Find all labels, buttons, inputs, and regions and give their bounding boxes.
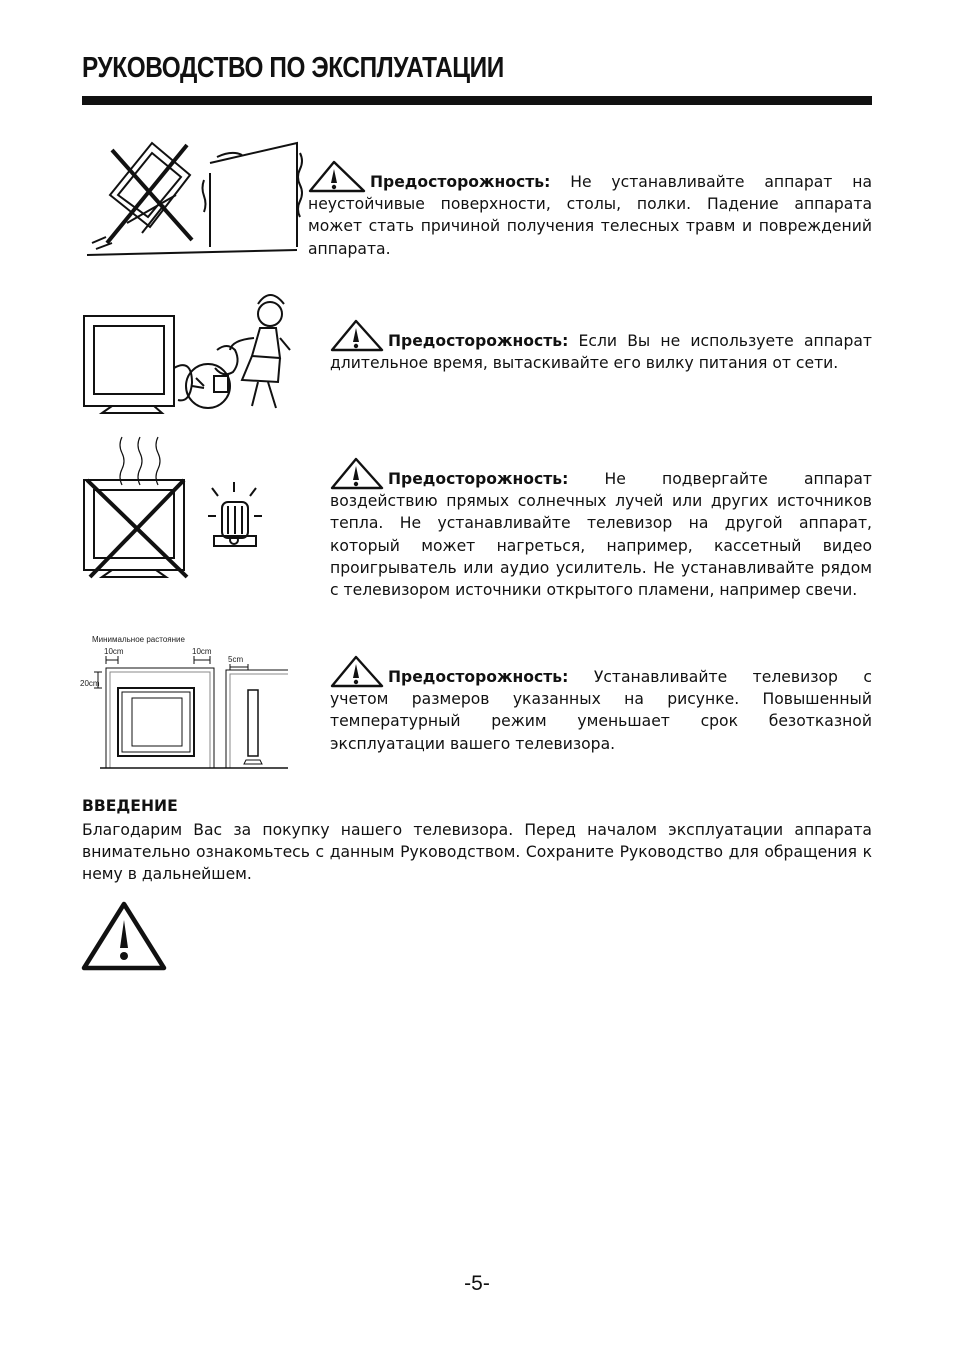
warning-heat <box>330 456 872 601</box>
warning-unplug <box>330 318 872 374</box>
warning-triangle-icon <box>330 654 384 688</box>
warning-label: Предосторожность: <box>388 470 569 488</box>
clearance-rear: 5cm <box>228 655 244 664</box>
page-title: РУКОВОДСТВО ПО ЭКСПЛУАТАЦИИ <box>82 52 504 84</box>
clearance-side-left: 10cm <box>104 647 124 656</box>
warning-body: Устанавливайте телевизор с учетом размеров указанных на рисунке. Повышенный температурный режим уменьшает срок безотказной эксплуатации вашего телевизора. <box>330 668 872 753</box>
clearance-side-right: 10cm <box>192 647 212 656</box>
warning-label: Предосторожность: <box>370 173 551 191</box>
large-warning-icon <box>80 900 168 972</box>
warning-body: Если Вы не используете аппарат длительное время, вытаскивайте его вилку питания от сети. <box>330 332 872 373</box>
unstable-surface-illustration <box>82 135 307 260</box>
page-number: -5- <box>464 1272 490 1295</box>
warning-clearance <box>330 654 872 755</box>
warning-unstable-surface <box>308 159 872 260</box>
introduction-text: Благодарим Вас за покупку нашего телевизора. Перед началом эксплуатации аппарата внимательно ознакомьтесь с данным Руководством. Сохраните Руководство для обращения к нему в дальнейшем. <box>82 821 872 884</box>
warning-body: Не подвергайте аппарат воздействию прямых солнечных лучей или других источников тепла. Не устанавливайте телевизор на другой аппарат, который может нагреться, например, кассетный видео проигрыватель или аудио усилитель. Не устанавливайте рядом с телевизором источники открытого пламени, например свечи. <box>330 470 872 600</box>
title-rule <box>82 96 872 105</box>
clearance-diagram <box>80 630 290 772</box>
warning-label: Предосторожность: <box>388 668 569 686</box>
clearance-caption: Минимальное растояние <box>92 635 185 644</box>
warning-triangle-icon <box>330 318 384 352</box>
clearance-top: 20cm <box>80 679 100 688</box>
warning-triangle-icon <box>308 159 366 193</box>
unplug-illustration <box>82 288 302 418</box>
warning-triangle-icon <box>330 456 384 490</box>
warning-label: Предосторожность: <box>388 332 569 350</box>
introduction-heading: ВВЕДЕНИЕ <box>82 797 178 815</box>
warning-body: Не устанавливайте аппарат на неустойчивые поверхности, столы, полки. Падение аппарата может стать причиной получения телесных травм и повреждений аппарата. <box>308 173 872 258</box>
heat-source-illustration <box>82 432 272 582</box>
